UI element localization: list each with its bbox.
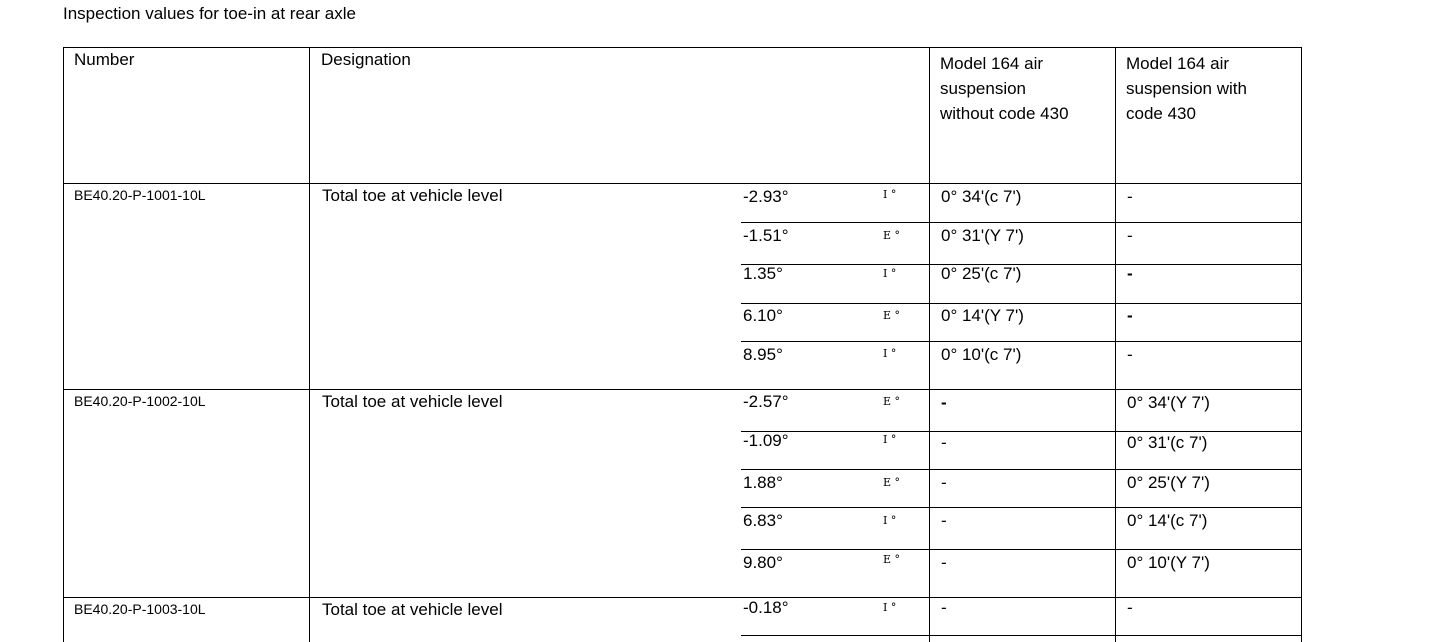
without-value: - (941, 511, 947, 530)
angle-value: 1.35° (743, 264, 783, 283)
angle-value: -2.93° (743, 187, 789, 206)
angle-value: -1.09° (743, 431, 789, 450)
angle-value: -2.57° (743, 392, 789, 411)
with-value: 0° 10'(Y 7') (1127, 553, 1210, 572)
angle-value: -0.18° (743, 598, 789, 617)
with-value: - (1127, 598, 1133, 617)
direction-symbol: I ° (883, 347, 897, 360)
row-divider (741, 303, 1302, 304)
angle-value: 1.88° (743, 473, 783, 492)
without-value: 0° 14'(Y 7') (941, 306, 1024, 325)
col-divider-number (309, 47, 310, 642)
angle-value: 9.80° (743, 553, 783, 572)
col-divider-without (929, 47, 930, 642)
with-value: - (1127, 306, 1133, 325)
row-divider (741, 549, 1302, 550)
row-divider (741, 469, 1302, 470)
with-value: - (1127, 187, 1133, 206)
table-border-top (63, 47, 1302, 48)
header-with-code: Model 164 air suspension with code 430 (1126, 54, 1247, 123)
with-value: 0° 14'(c 7') (1127, 511, 1208, 530)
direction-symbol: I ° (883, 433, 897, 446)
row-divider (741, 341, 1302, 342)
table-border-left (63, 47, 64, 642)
without-value: - (941, 433, 947, 452)
header-divider (63, 183, 1302, 184)
without-value: 0° 10'(c 7') (941, 345, 1022, 364)
row-divider (741, 222, 1302, 223)
with-value: 0° 34'(Y 7') (1127, 393, 1210, 412)
without-value: - (941, 473, 947, 492)
angle-value: 6.83° (743, 511, 783, 530)
angle-value: 8.95° (743, 345, 783, 364)
group-designation: Total toe at vehicle level (322, 392, 503, 411)
angle-value: 6.10° (743, 306, 783, 325)
without-value: 0° 34'(c 7') (941, 187, 1022, 206)
without-value: 0° 31'(Y 7') (941, 226, 1024, 245)
group-number: BE40.20-P-1001-10L (74, 187, 206, 203)
col-divider-with (1115, 47, 1116, 642)
with-value: - (1127, 264, 1133, 283)
without-value: - (941, 553, 947, 572)
group-number: BE40.20-P-1002-10L (74, 393, 206, 409)
group-designation: Total toe at vehicle level (322, 186, 503, 205)
without-value: - (941, 598, 947, 617)
header-without-code: Model 164 air suspension without code 430 (940, 54, 1069, 123)
page-title: Inspection values for toe-in at rear axle (63, 4, 356, 23)
without-value: 0° 25'(c 7') (941, 264, 1022, 283)
with-value: - (1127, 226, 1133, 245)
direction-symbol: E ° (883, 476, 901, 489)
direction-symbol: E ° (883, 229, 901, 242)
table-border-right (1301, 47, 1302, 642)
group-designation: Total toe at vehicle level (322, 600, 503, 619)
direction-symbol: E ° (883, 309, 901, 322)
group-number: BE40.20-P-1003-10L (74, 601, 206, 617)
direction-symbol: I ° (883, 601, 897, 614)
group-divider (63, 389, 1302, 390)
with-value: - (1127, 345, 1133, 364)
direction-symbol: I ° (883, 188, 897, 201)
row-divider (741, 507, 1302, 508)
with-value: 0° 25'(Y 7') (1127, 473, 1210, 492)
header-number: Number (74, 50, 135, 69)
with-value: 0° 31'(c 7') (1127, 433, 1208, 452)
angle-value: -1.51° (743, 226, 789, 245)
without-value: - (941, 393, 947, 412)
direction-symbol: E ° (883, 395, 901, 408)
row-divider (741, 264, 1302, 265)
direction-symbol: E ° (883, 553, 901, 566)
row-divider (741, 635, 1302, 636)
direction-symbol: I ° (883, 267, 897, 280)
header-designation: Designation (321, 50, 411, 69)
direction-symbol: I ° (883, 514, 897, 527)
row-divider (741, 431, 1302, 432)
group-divider (63, 597, 1302, 598)
